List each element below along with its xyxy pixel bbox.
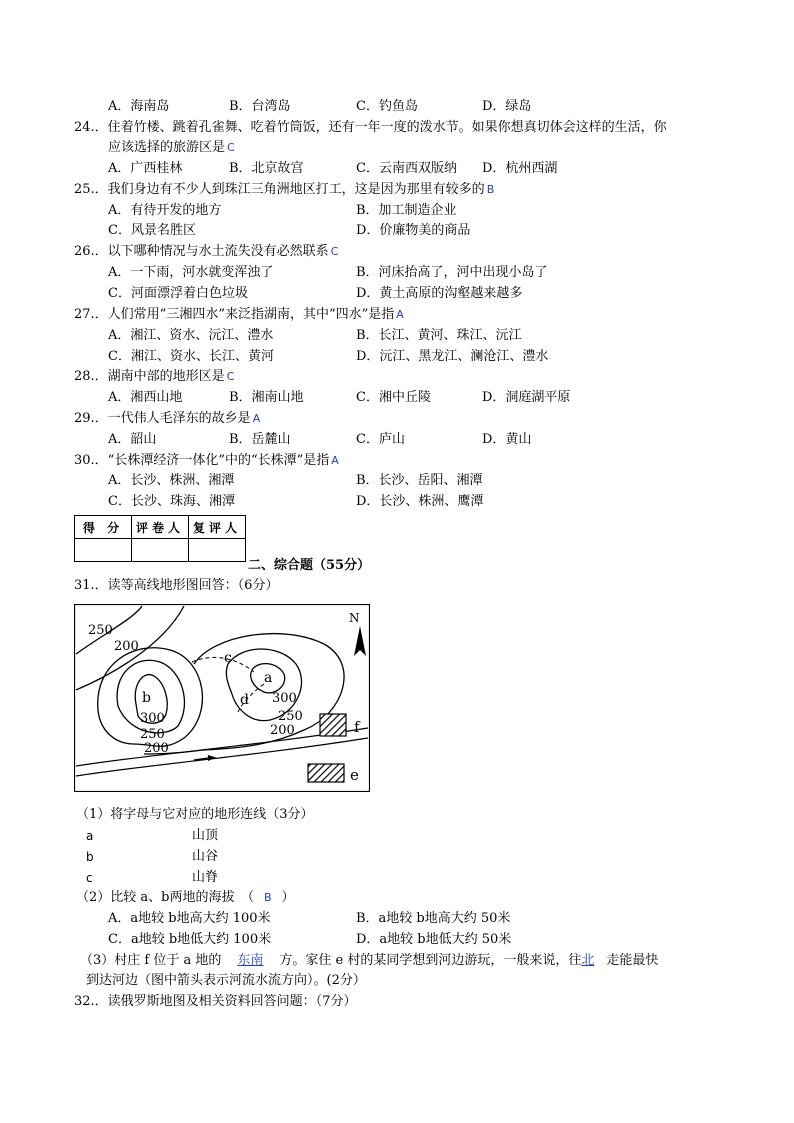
- q31-letter-b: b: [86, 850, 94, 864]
- q31-term-peak: 山顶: [192, 828, 219, 843]
- q31-term-ridge: 山脊: [192, 870, 219, 885]
- q29-option-b: B．岳麓山: [229, 432, 291, 447]
- q25-answer: B: [486, 183, 495, 196]
- q26-option-d: D．黄土高原的沟壑越来越多: [356, 286, 523, 301]
- q29-option-d: D．黄山: [482, 432, 532, 447]
- q31-letter-c: c: [86, 871, 93, 885]
- q25-text: 25.．我们身边有不少人到珠江三角洲地区打工，这是因为那里有较多的 B: [74, 182, 495, 197]
- q27-answer: A: [396, 308, 404, 321]
- q24-option-c: C．云南西双版纳: [356, 161, 457, 176]
- q31-sub3-blank2: 北: [581, 953, 595, 968]
- q28-answer: C: [226, 370, 235, 383]
- label-e: e: [350, 766, 359, 784]
- q24-option-b: B．北京故宫: [229, 161, 304, 176]
- q27-option-d: D．沅江、黑龙江、澜沧江、澧水: [356, 349, 549, 364]
- q31-sub3-text: （3）村庄 f 位于 a 地的 东南 方。家住 e 村的某同学想到河边游玩，一般来说，往北 走能最快: [80, 953, 659, 968]
- q30-option-a: A．长沙、株洲、湘潭: [108, 473, 235, 488]
- q31-text: 31.．读等高线地形图回答：（6分）: [74, 578, 279, 593]
- q31-sub2-answer: B: [263, 891, 272, 904]
- contour-map: [74, 604, 370, 792]
- score-cell[interactable]: [75, 539, 132, 562]
- q26-option-b: B．河床抬高了，河中出现小岛了: [356, 265, 548, 280]
- q30-option-c: C．长沙、珠海、湘潭: [108, 494, 235, 509]
- label-c: c: [224, 650, 232, 666]
- section-title: 二、综合题（55分）: [248, 558, 371, 573]
- q29-option-a: A．韶山: [108, 432, 157, 447]
- q30-answer: A: [331, 454, 339, 467]
- q31-sub2-option-b: B．a地较 b地高大约 50米: [356, 911, 511, 926]
- q27-text: 27.．人们常用“三湘四水”来泛指湖南，其中“四水”是指 A: [74, 307, 404, 322]
- q25-option-c: C．风景名胜区: [108, 223, 196, 238]
- q31-sub2-option-d: D．a地较 b地低大约 50米: [356, 932, 512, 947]
- q31-sub3-blank1: 东南: [237, 953, 264, 968]
- q24-option-a: A．广西桂林: [108, 161, 183, 176]
- grader-header: 评卷人: [132, 516, 189, 539]
- q26-text: 26.．以下哪种情况与水土流失没有必然联系 C: [74, 244, 339, 259]
- label-200-top: 200: [114, 639, 139, 654]
- label-300-a: 300: [272, 691, 297, 706]
- q31-sub2-option-c: C．a地较 b地低大约 100米: [108, 932, 272, 947]
- q23-option-b: B．台湾岛: [229, 99, 291, 114]
- q28-option-b: B．湘南山地: [229, 390, 304, 405]
- score-table: [74, 515, 246, 562]
- reviewer-cell[interactable]: [189, 539, 246, 562]
- q23-option-d: D．绿岛: [482, 99, 532, 114]
- q28-option-c: C．湘中丘陵: [356, 390, 431, 405]
- label-north: N: [349, 611, 360, 625]
- q31-letter-a: a: [86, 829, 94, 843]
- label-200-b: 200: [144, 741, 169, 756]
- q26-answer: C: [330, 245, 339, 258]
- q31-term-valley: 山谷: [192, 849, 219, 864]
- q23-option-a: A．海南岛: [108, 99, 170, 114]
- q30-text: 30.．“长株潭经济一体化”中的“长株潭”是指 A: [74, 453, 339, 468]
- label-200-a: 200: [270, 723, 295, 738]
- score-header: 得 分: [75, 516, 132, 539]
- village-e-icon: [308, 764, 344, 782]
- q24-text: 24.．住着竹楼、跳着孔雀舞、吃着竹筒饭，还有一年一度的泼水节。如果你想真切体会这样的生活，你: [74, 120, 667, 135]
- q29-answer: A: [252, 412, 261, 425]
- q29-text: 29.．一代伟人毛泽东的故乡是 A: [74, 411, 261, 426]
- q31-sub1-text: （1）将字母与它对应的地形连线（3分）: [76, 807, 314, 822]
- label-f: f: [354, 718, 360, 736]
- q28-option-a: A．湘西山地: [108, 390, 183, 405]
- q24-option-d: D．杭州西湖: [482, 161, 558, 176]
- village-f-icon: [320, 714, 346, 736]
- q25-option-b: B．加工制造企业: [356, 203, 457, 218]
- q26-option-a: A．一下雨，河水就变浑浊了: [108, 265, 274, 280]
- q31-sub2-option-a: A．a地较 b地高大约 100米: [108, 911, 271, 926]
- label-300-b: 300: [140, 711, 165, 726]
- q27-option-c: C．湘江、资水、长江、黄河: [108, 349, 274, 364]
- q28-text: 28.．湖南中部的地形区是 C: [74, 369, 235, 384]
- q30-option-d: D．长沙、株洲、鹰潭: [356, 494, 484, 509]
- label-250-a: 250: [278, 709, 303, 724]
- q24-answer: C: [227, 141, 235, 154]
- q29-option-c: C．庐山: [356, 432, 405, 447]
- q27-option-a: A．湘江、资水、沅江、澧水: [108, 328, 274, 343]
- label-b: b: [142, 690, 151, 706]
- label-250-top: 250: [88, 623, 113, 638]
- q30-option-b: B．长沙、岳阳、湘潭: [356, 473, 483, 488]
- q27-option-b: B．长江、黄河、珠江、沅江: [356, 328, 522, 343]
- q31-sub2-text: （2）比较 a、b两地的海拔 （ B ）: [76, 890, 295, 905]
- q31-sub3-text-cont: 到达河边（图中箭头表示河流水流方向）。(2分）: [86, 973, 366, 988]
- q24-text-cont: 应该选择的旅游区是 C: [108, 140, 235, 155]
- q28-option-d: D．洞庭湖平原: [482, 390, 571, 405]
- reviewer-header: 复评人: [189, 516, 246, 539]
- q26-option-c: C．河面漂浮着白色垃圾: [108, 286, 248, 301]
- label-250-b: 250: [140, 727, 165, 742]
- q25-option-a: A．有待开发的地方: [108, 203, 222, 218]
- q32-text: 32.．读俄罗斯地图及相关资料回答问题：（7分）: [74, 994, 357, 1009]
- label-d: d: [240, 692, 249, 708]
- grader-cell[interactable]: [132, 539, 189, 562]
- q23-option-c: C．钓鱼岛: [356, 99, 418, 114]
- label-a: a: [264, 670, 273, 686]
- q25-option-d: D．价廉物美的商品: [356, 223, 471, 238]
